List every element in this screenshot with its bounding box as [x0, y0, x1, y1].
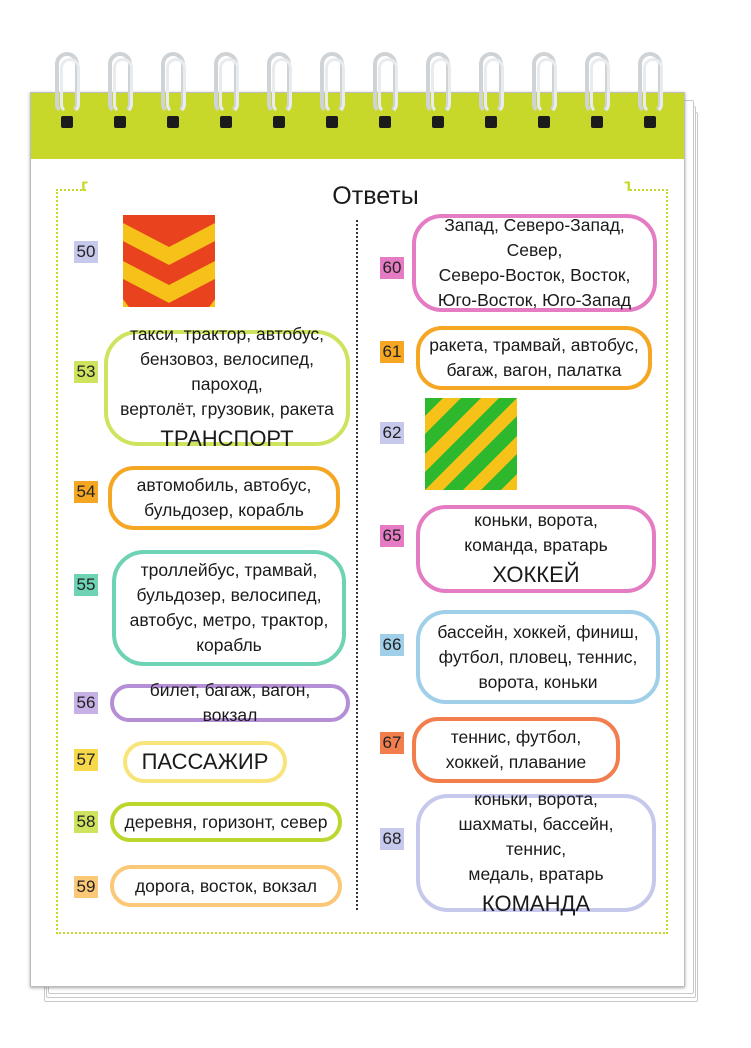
answer-line: бульдозер, корабль	[144, 500, 304, 520]
answer-number: 54	[74, 481, 98, 503]
spiral-ring-icon	[476, 52, 506, 130]
spiral-ring-icon	[317, 52, 347, 130]
answer-line: багаж, вагон, палатка	[446, 360, 622, 380]
answer-line: дорога, восток, вокзал	[134, 875, 318, 896]
answer-card	[110, 680, 350, 725]
answer-number: 65	[380, 525, 404, 547]
answer-line: бульдозер, велосипед,	[136, 585, 322, 605]
answer-card	[416, 610, 660, 704]
answer-number: 53	[74, 361, 98, 383]
answer-card	[112, 550, 346, 666]
answer-line: такси, трактор, автобус,	[130, 324, 324, 344]
answer-line: Запад, Северо-Запад, Север,	[444, 215, 625, 260]
spiral-ring-icon	[211, 52, 241, 130]
spiral-ring-icon	[529, 52, 559, 130]
answer-number: 66	[380, 634, 404, 656]
diagonal-stripes-pattern-icon	[425, 398, 517, 490]
answer-line: корабль	[196, 635, 262, 655]
left-bracket-icon: ⸢	[80, 178, 91, 208]
answer-line: троллейбус, трамвай,	[140, 560, 318, 580]
answer-number: 59	[74, 876, 98, 898]
spiral-ring-icon	[158, 52, 188, 130]
answer-line: команда, вратарь	[464, 535, 608, 555]
answer-word: ТРАНСПОРТ	[160, 426, 294, 451]
answer-word: ПАССАЖИР	[141, 749, 269, 774]
answer-line: бензовоз, велосипед, пароход,	[140, 349, 314, 394]
answer-card	[123, 741, 287, 783]
page-title: Ответы	[332, 182, 419, 210]
answer-card	[416, 505, 656, 593]
answer-number: 62	[380, 422, 404, 444]
answer-number: 50	[74, 241, 98, 263]
answer-number: 55	[74, 574, 98, 596]
answer-card	[416, 326, 652, 390]
answer-line: коньки, ворота,	[474, 789, 598, 809]
answer-line: коньки, ворота,	[474, 510, 598, 530]
answer-line: футбол, пловец, теннис,	[438, 646, 638, 667]
answer-number: 57	[74, 749, 98, 771]
answer-line: автомобиль, автобус,	[136, 475, 312, 495]
answer-card	[108, 466, 340, 530]
answer-line: Северо-Восток, Восток,	[438, 265, 631, 285]
answer-word: КОМАНДА	[481, 891, 591, 916]
spiral-ring-icon	[370, 52, 400, 130]
spiral-ring-icon	[582, 52, 612, 130]
answer-line: вертолёт, грузовик, ракета	[120, 399, 334, 419]
answer-card	[416, 789, 656, 916]
column-divider	[356, 220, 358, 910]
answer-card	[110, 802, 342, 842]
spiral-ring-icon	[423, 52, 453, 130]
spiral-ring-icon	[264, 52, 294, 130]
answer-number: 61	[380, 341, 404, 363]
answer-word: ХОККЕЙ	[492, 562, 580, 587]
answer-number: 68	[380, 828, 404, 850]
answer-number: 67	[380, 732, 404, 754]
answer-card	[110, 865, 342, 907]
answer-card	[412, 214, 657, 312]
answer-line: билет, багаж, вагон, вокзал	[149, 680, 311, 725]
spiral-ring-icon	[635, 52, 665, 130]
answer-line: теннис, футбол,	[450, 727, 582, 747]
zigzag-pattern-icon	[123, 215, 215, 307]
spiral-ring-icon	[52, 52, 82, 130]
answer-line: ракета, трамвай, автобус,	[429, 335, 639, 355]
answer-line: бассейн, хоккей, финиш,	[437, 621, 639, 642]
answer-line: деревня, горизонт, север	[124, 811, 328, 832]
answer-number: 56	[74, 692, 98, 714]
answer-number: 58	[74, 811, 98, 833]
answer-line: медаль, вратарь	[468, 864, 604, 884]
answer-line: хоккей, плавание	[445, 752, 587, 772]
answer-line: Юго-Восток, Юго-Запад	[437, 290, 632, 310]
answer-line: автобус, метро, трактор,	[129, 610, 329, 630]
spiral-ring-icon	[105, 52, 135, 130]
answer-line: шахматы, бассейн, теннис,	[458, 814, 614, 859]
right-bracket-icon: ⸣	[622, 178, 633, 208]
answer-card	[412, 717, 620, 783]
answer-card	[104, 324, 350, 451]
answer-number: 60	[380, 257, 404, 279]
answer-line: ворота, коньки	[478, 671, 598, 692]
